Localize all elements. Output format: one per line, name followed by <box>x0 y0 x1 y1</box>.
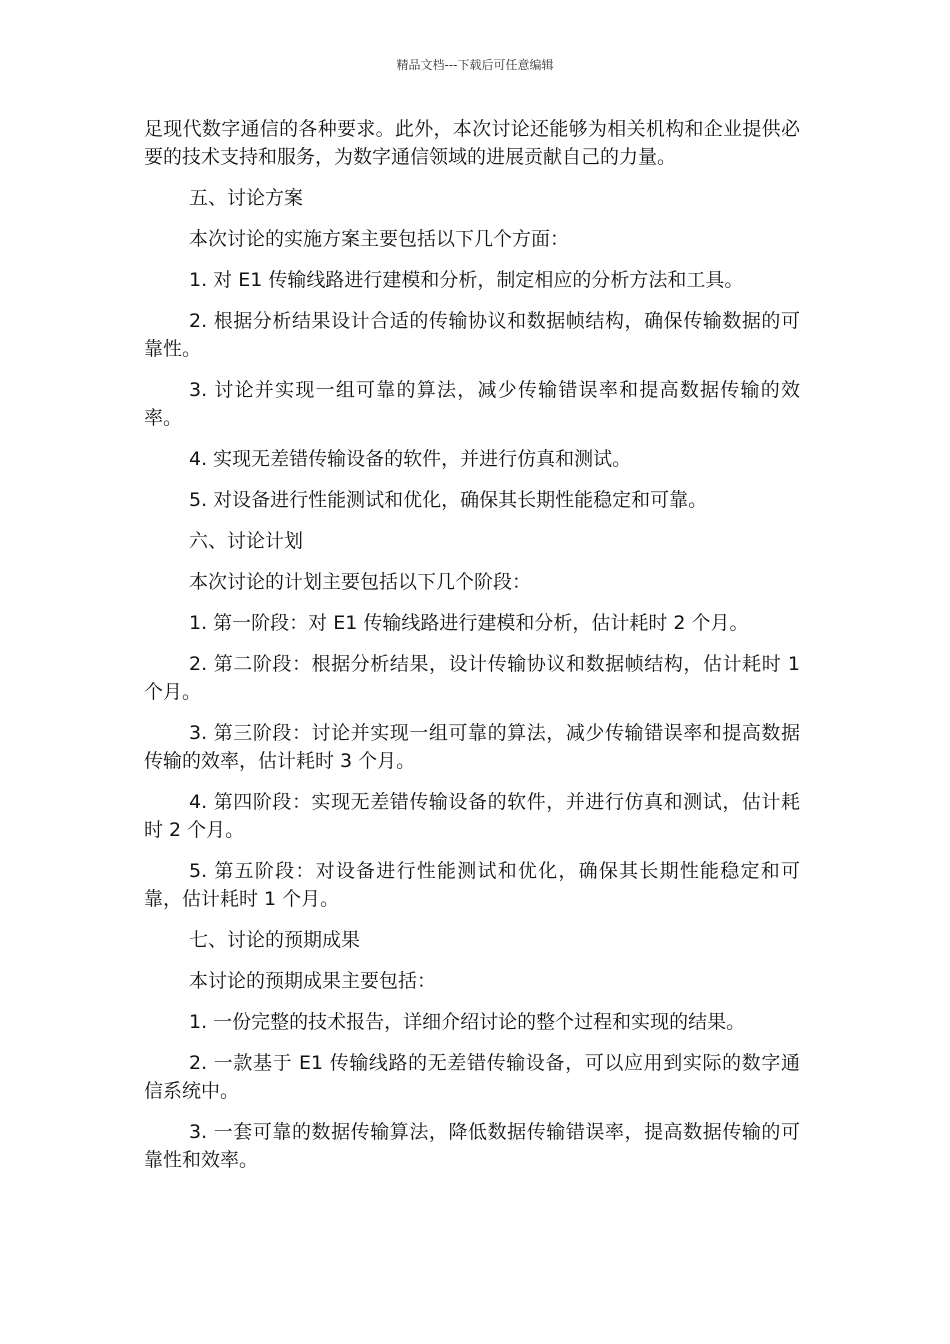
paragraph: 本讨论的预期成果主要包括： <box>189 970 437 992</box>
page-header: 精品文档---下载后可任意编辑 <box>396 58 554 72</box>
list-item: 5. 第五阶段：对设备进行性能测试和优化，确保其长期性能稳定和可靠，估计耗时 1 个月。 <box>144 860 800 910</box>
section-heading-6: 六、讨论计划 <box>189 530 304 552</box>
paragraph: 本次讨论的实施方案主要包括以下几个方面： <box>189 228 570 250</box>
section-heading-5: 五、讨论方案 <box>189 187 304 209</box>
paragraph: 本次讨论的计划主要包括以下几个阶段： <box>189 571 532 593</box>
list-item: 4. 实现无差错传输设备的软件，并进行仿真和测试。 <box>189 448 632 470</box>
list-item: 1. 第一阶段：对 E1 传输线路进行建模和分析，估计耗时 2 个月。 <box>189 612 749 634</box>
section-heading-7: 七、讨论的预期成果 <box>189 929 361 951</box>
list-item: 5. 对设备进行性能测试和优化，确保其长期性能稳定和可靠。 <box>189 489 708 511</box>
list-item: 1. 对 E1 传输线路进行建模和分析，制定相应的分析方法和工具。 <box>189 269 744 291</box>
list-item: 4. 第四阶段：实现无差错传输设备的软件，并进行仿真和测试，估计耗时 2 个月。 <box>144 791 800 841</box>
list-item: 2. 第二阶段：根据分析结果，设计传输协议和数据帧结构，估计耗时 1 个月。 <box>144 653 800 703</box>
list-item: 2. 一款基于 E1 传输线路的无差错传输设备，可以应用到实际的数字通信系统中。 <box>144 1052 800 1102</box>
list-item: 1. 一份完整的技术报告，详细介绍讨论的整个过程和实现的结果。 <box>189 1011 746 1033</box>
list-item: 3. 第三阶段：讨论并实现一组可靠的算法，减少传输错误率和提高数据传输的效率，估计耗时 3 个月。 <box>144 722 800 772</box>
document-body <box>144 115 800 1187</box>
list-item: 3. 一套可靠的数据传输算法，降低数据传输错误率，提高数据传输的可靠性和效率。 <box>144 1121 800 1171</box>
list-item: 3. 讨论并实现一组可靠的算法，减少传输错误率和提高数据传输的效率。 <box>144 379 800 429</box>
paragraph-continuation: 足现代数字通信的各种要求。此外，本次讨论还能够为相关机构和企业提供必要的技术支持和服务，为数字通信领域的进展贡献自己的力量。 <box>144 118 800 168</box>
list-item: 2. 根据分析结果设计合适的传输协议和数据帧结构，确保传输数据的可靠性。 <box>144 310 800 360</box>
